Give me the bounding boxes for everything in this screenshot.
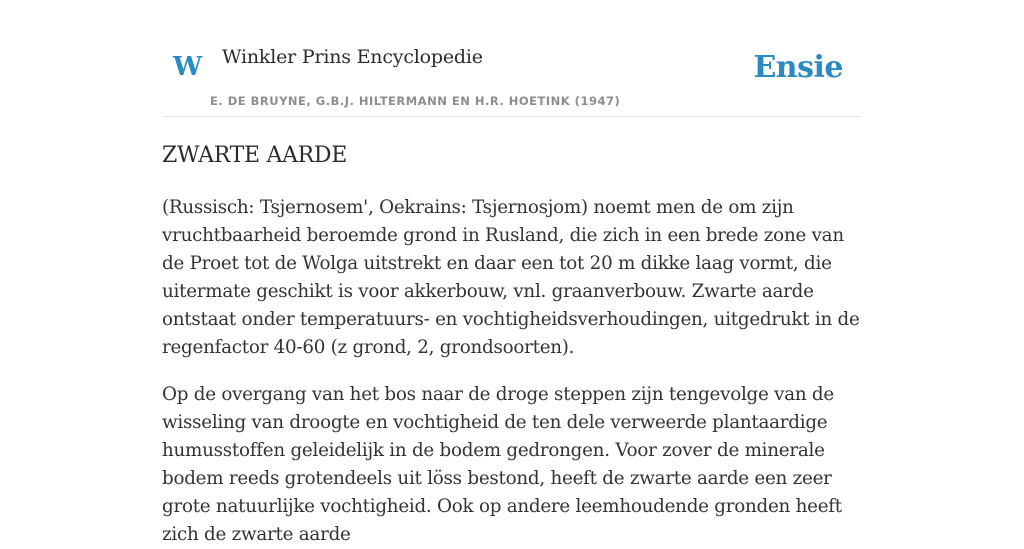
entry-paragraph: (Russisch: Tsjernosem', Oekrains: Tsjernosjom) noemt men de om zijn vruchtbaarheid beroemde grond in Rusland, die zich in een brede zone van de Proet tot de Wolga uitstrekt en daar een tot 20 m dikke laag vormt, die uitermate geschikt is voor akkerbouw, vnl. graanverbouw. Zwarte aarde ontstaat onder temperatuurs- en vochtigheidsverhoudingen, uitgedrukt in de regenfactor 40-60 (z grond, 2, grondsoorten). xyxy=(162,197,860,358)
book-authors: E. DE BRUYNE, G.B.J. HILTERMANN EN H.R. HOETINK (1947) xyxy=(210,94,621,108)
encyclopedia-header xyxy=(162,0,862,117)
book-title[interactable]: Winkler Prins Encyclopedie xyxy=(222,46,483,68)
entry-title: ZWARTE AARDE xyxy=(162,143,348,168)
winkler-prins-logo[interactable]: W xyxy=(173,52,203,82)
entry-paragraph: Op de overgang van het bos naar de droge steppen zijn tengevolge van de wisseling van droogte en vochtigheid de ten dele verweerde plantaardige humusstoffen geleidelijk in de bodem gedrongen. Voor zover de minerale bodem reeds grotendeels uit löss bestond, heeft de zwarte aarde een zeer grote natuurlijke vochtigheid. Ook op andere leemhoudende gronden heeft zich de zwarte aarde xyxy=(162,384,842,545)
ensie-logo-link[interactable]: Ensie xyxy=(753,50,843,85)
page-container xyxy=(162,0,862,549)
